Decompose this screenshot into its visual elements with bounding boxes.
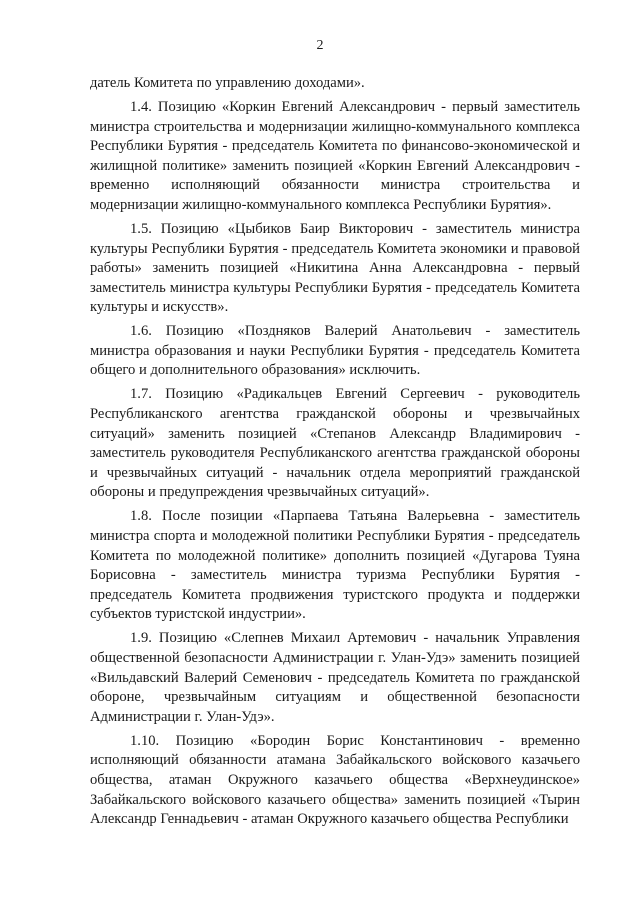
paragraph-item-1-8: 1.8. После позиции «Парпаева Татьяна Валерьевна - заместитель министра спорта и молодежной политики Республики Бурятия - председатель Комитета по молодежной политике» дополнить позицией «Дугарова Туяна Борисовна - заместитель министра туризма Республики Бурятия - председатель Комитета продвижения туристского продукта и поддержки субъектов туристской индустрии».: [90, 508, 580, 623]
paragraph-item-1-9: 1.9. Позицию «Слепнев Михаил Артемович - начальник Управления общественной безопасности Администрации г. Улан-Удэ» заменить позицией «Вильдавский Валерий Семенович - председатель Комитета по гражданской обороне, чрезвычайным ситуациям и общественной безопасности Администрации г. Улан-Удэ».: [90, 630, 580, 725]
paragraph-item-1-5: 1.5. Позицию «Цыбиков Баир Викторович - заместитель министра культуры Республики Бурятия - председатель Комитета экономики и правовой работы» заменить позицией «Никитина Анна Александровна - первый заместитель министра культуры Республики Бурятия - председатель Комитета культуры и искусств».: [90, 220, 580, 316]
paragraph-continuation: датель Комитета по управлению доходами».: [90, 75, 365, 91]
paragraph-item-1-10: 1.10. Позицию «Бородин Борис Константинович - временно исполняющий обязанности атамана Забайкальского войскового казачьего общества, атаман Окружного казачьего общества «Верхнеудинское» Забайкальского войскового казачьего общества» заменить позицией «Тырин Александр Геннадьевич - атаман Окружного казачьего общества Республики: [90, 732, 580, 828]
paragraph-item-1-4: 1.4. Позицию «Коркин Евгений Александрович - первый заместитель министра строительства и модернизации жилищно-коммунального комплекса Республики Бурятия - председатель Комитета по финансово-экономической и жилищной политике» заменить позицией «Коркин Евгений Александрович - временно исполняющий обязанности министра строительства и модернизации жилищно-коммунального комплекса Республики Бурятия».: [90, 98, 580, 213]
paragraph-item-1-7: 1.7. Позицию «Радикальцев Евгений Сергеевич - руководитель Республиканского агентства гражданской обороны и чрезвычайных ситуаций» заменить позицией «Степанов Александр Владимирович - заместитель руководителя Республиканского агентства гражданской обороны и чрезвычайных ситуаций - начальник отдела мероприятий гражданской обороны и предупреждения чрезвычайных ситуаций».: [90, 386, 580, 501]
document-body: [90, 74, 580, 834]
page-number: 2: [316, 38, 324, 53]
paragraph-item-1-6: 1.6. Позицию «Поздняков Валерий Анатольевич - заместитель министра образования и науки Республики Бурятия - председатель Комитета общего и дополнительного образования» исключить.: [90, 323, 580, 379]
